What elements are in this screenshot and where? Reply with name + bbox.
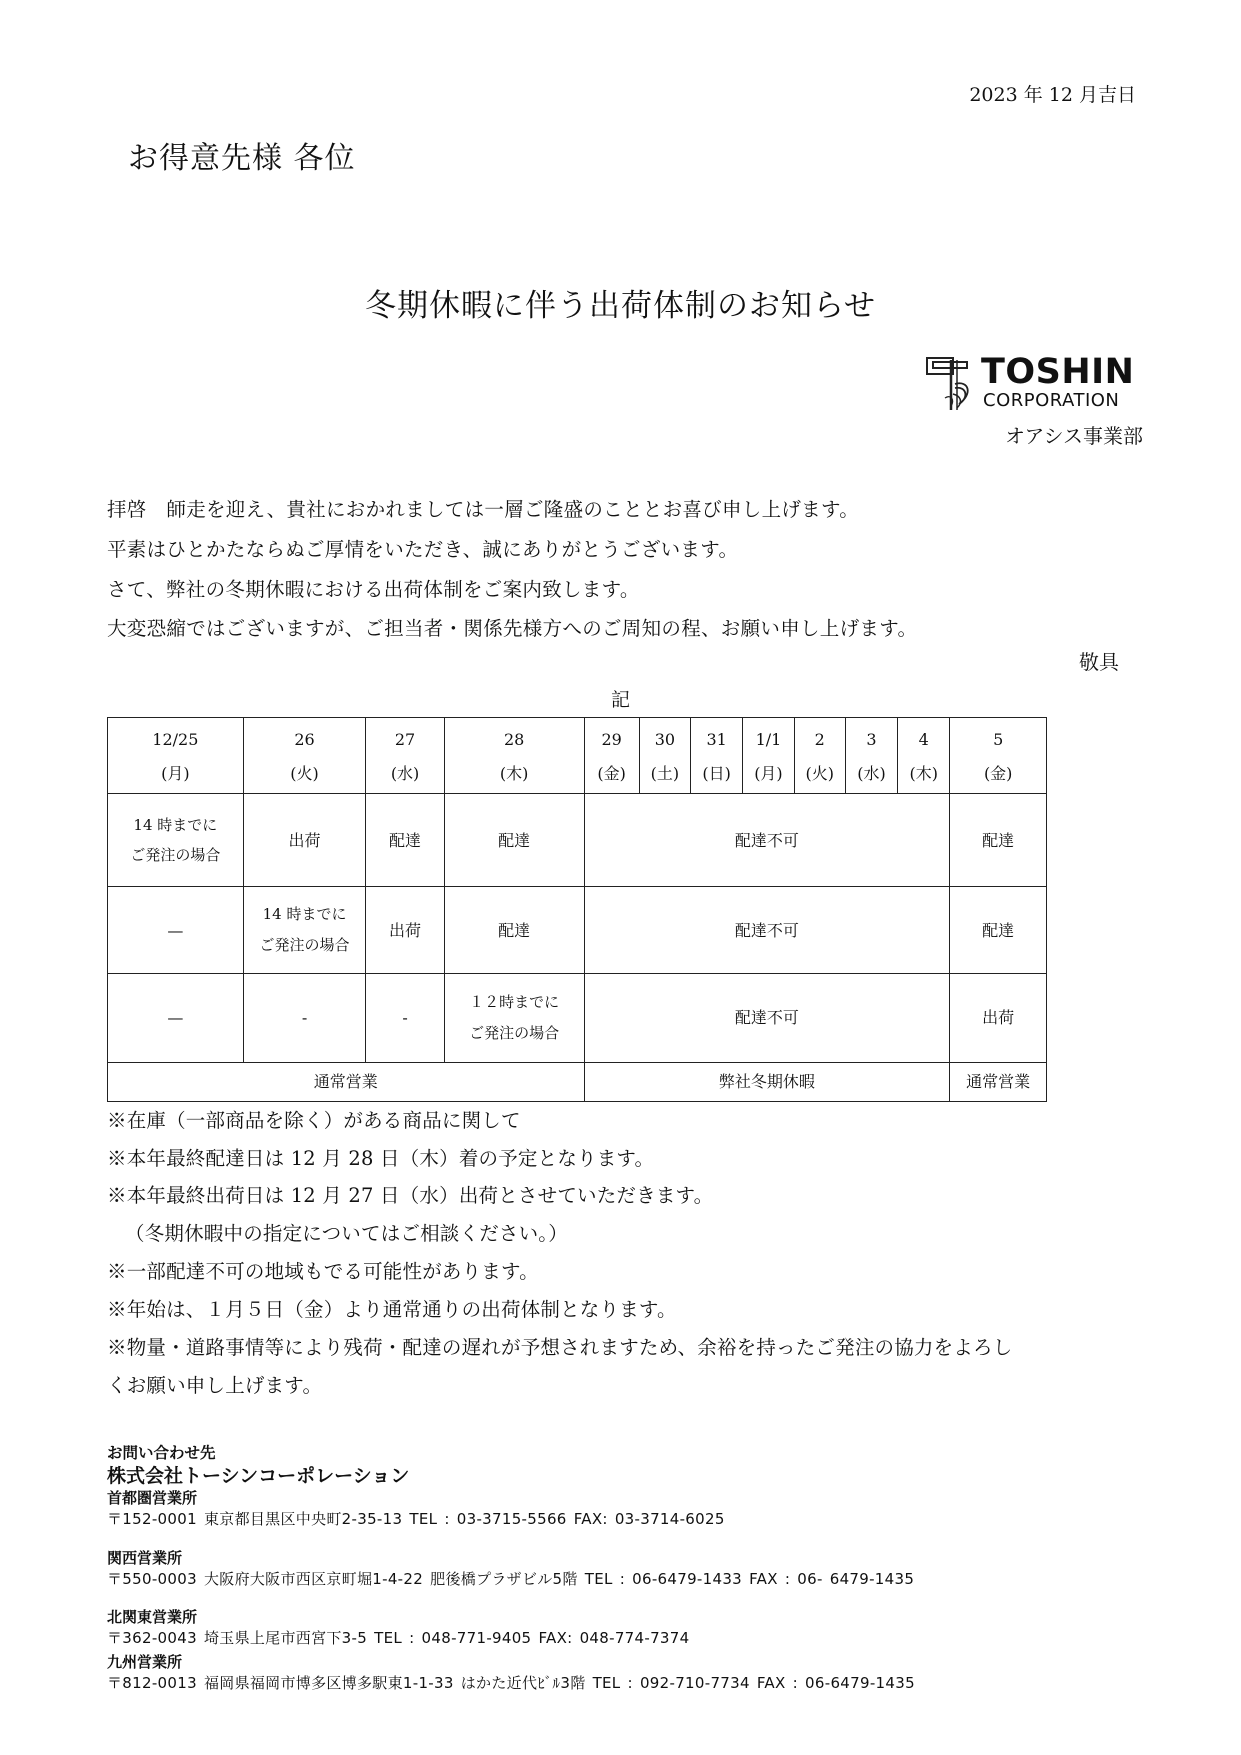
day-cell: (木) — [898, 755, 950, 794]
order-deadline-cell — [243, 887, 366, 974]
day-cell: (金) — [950, 755, 1047, 794]
date-cell: 29 — [584, 718, 639, 755]
schedule-row-1 — [108, 794, 1047, 887]
no-delivery-cell: 配達不可 — [584, 887, 950, 974]
status-cell: 配達 — [444, 794, 584, 887]
status-cell: — — [108, 973, 244, 1062]
body-line-1: 拝啓 師走を迎え、貴社におかれましては一層ご隆盛のこととお喜び申し上げます。 — [107, 498, 860, 521]
status-cell: - — [243, 973, 366, 1062]
date-cell: 30 — [639, 718, 690, 755]
date-cell: 28 — [444, 718, 584, 755]
document-date: 2023 年 12 月吉日 — [969, 84, 1136, 106]
day-cell: (火) — [794, 755, 845, 794]
date-cell: 27 — [366, 718, 444, 755]
toshin-logo-icon — [923, 354, 985, 414]
deadline-condition: ご発注の場合 — [259, 936, 350, 955]
company-name: 株式会社トーシンコーポレーション — [107, 1465, 410, 1487]
date-cell: 4 — [898, 718, 950, 755]
status-cell: 出荷 — [243, 794, 366, 887]
logo-main-text: TOSHIN — [981, 352, 1135, 392]
order-deadline-cell — [108, 794, 244, 887]
body-line-4: 大変恐縮ではございますが、ご担当者・関係先様方へのご周知の程、お願い申し上げます。 — [107, 617, 918, 640]
day-cell: (水) — [845, 755, 897, 794]
note-4: （冬期休暇中の指定についてはご相談ください。） — [125, 1222, 568, 1245]
date-cell: 2 — [794, 718, 845, 755]
note-5: ※一部配達不可の地域もでる可能性があります。 — [107, 1260, 539, 1283]
office-name: 関西営業所 — [107, 1549, 183, 1567]
day-cell: (土) — [639, 755, 690, 794]
shipping-schedule-table — [107, 717, 1047, 1102]
office-address: 〒152-0001 東京都目黒区中央町2-35-13 TEL : 03-3715-5566 FAX: 03-3714-6025 — [107, 1510, 725, 1528]
note-1: ※在庫（一部商品を除く）がある商品に関して — [107, 1109, 521, 1132]
note-3: ※本年最終出荷日は 12 月 27 日（水）出荷とさせていただきます。 — [107, 1184, 714, 1207]
normal-business-label: 通常営業 — [950, 1062, 1047, 1101]
date-cell: 12/25 — [108, 718, 244, 755]
office-address: 〒550-0003 大阪府大阪市西区京町堀1-4-22 肥後橋プラザビル5階 TEL : 06-6479-1433 FAX : 06- 6479-1435 — [107, 1570, 915, 1588]
document-title: 冬期休暇に伴う出荷体制のお知らせ — [364, 288, 877, 324]
body-line-3: さて、弊社の冬期休暇における出荷体制をご案内致します。 — [107, 578, 640, 601]
day-cell: (日) — [691, 755, 743, 794]
winter-holiday-label: 弊社冬期休暇 — [584, 1062, 950, 1101]
no-delivery-cell: 配達不可 — [584, 973, 950, 1062]
logo-sub-text: CORPORATION — [983, 390, 1120, 411]
note-8: くお願い申し上げます。 — [107, 1374, 323, 1397]
deadline-condition: ご発注の場合 — [469, 1023, 560, 1042]
day-cell: (水) — [366, 755, 444, 794]
schedule-row-3 — [108, 973, 1047, 1062]
table-header-dates — [108, 718, 1047, 755]
addressee: お得意先様 各位 — [128, 141, 356, 176]
status-cell: 出荷 — [950, 973, 1047, 1062]
deadline-condition: ご発注の場合 — [130, 846, 221, 865]
office-address: 〒362-0043 埼玉県上尾市西宮下3-5 TEL : 048-771-9405 FAX: 048-774-7374 — [107, 1629, 690, 1647]
schedule-footer-row — [108, 1062, 1047, 1101]
day-cell: (月) — [108, 755, 244, 794]
office-address: 〒812-0013 福岡県福岡市博多区博多駅東1-1-33 はかた近代ﾋﾞﾙ3階 TEL : 092-710-7734 FAX : 06-6479-1435 — [107, 1674, 915, 1692]
no-delivery-cell: 配達不可 — [584, 794, 950, 887]
date-cell: 1/1 — [743, 718, 794, 755]
ki-mark: 記 — [610, 689, 630, 711]
date-cell: 26 — [243, 718, 366, 755]
office-name: 九州営業所 — [107, 1653, 183, 1671]
day-cell: (金) — [584, 755, 639, 794]
order-deadline-cell — [444, 973, 584, 1062]
date-cell: 31 — [691, 718, 743, 755]
status-cell: - — [366, 973, 444, 1062]
day-cell: (月) — [743, 755, 794, 794]
body-line-2: 平素はひとかたならぬご厚情をいただき、誠にありがとうございます。 — [107, 538, 739, 561]
normal-business-label: 通常営業 — [108, 1062, 585, 1101]
deadline-time: 14 時までに — [262, 905, 347, 924]
date-cell: 3 — [845, 718, 897, 755]
status-cell: 配達 — [950, 794, 1047, 887]
division-name: オアシス事業部 — [1005, 424, 1143, 448]
note-6: ※年始は、１月５日（金）より通常通りの出荷体制となります。 — [107, 1298, 677, 1321]
status-cell: 配達 — [366, 794, 444, 887]
status-cell: 配達 — [950, 887, 1047, 974]
status-cell: 配達 — [444, 887, 584, 974]
status-cell: 出荷 — [366, 887, 444, 974]
office-name: 首都圏営業所 — [107, 1489, 198, 1507]
deadline-time: 14 時までに — [133, 815, 218, 834]
contact-heading: お問い合わせ先 — [107, 1444, 216, 1462]
status-cell: — — [108, 887, 244, 974]
deadline-time: １２時までに — [469, 993, 560, 1012]
day-cell: (火) — [243, 755, 366, 794]
date-cell: 5 — [950, 718, 1047, 755]
company-logo — [923, 354, 1138, 414]
note-7: ※物量・道路事情等により残荷・配達の遅れが予想されますため、余裕を持ったご発注の協力をよろし — [107, 1336, 1013, 1359]
note-2: ※本年最終配達日は 12 月 28 日（木）着の予定となります。 — [107, 1147, 655, 1170]
day-cell: (木) — [444, 755, 584, 794]
table-header-days — [108, 755, 1047, 794]
schedule-row-2 — [108, 887, 1047, 974]
closing-word: 敬具 — [1079, 650, 1119, 674]
office-name: 北関東営業所 — [107, 1608, 198, 1626]
